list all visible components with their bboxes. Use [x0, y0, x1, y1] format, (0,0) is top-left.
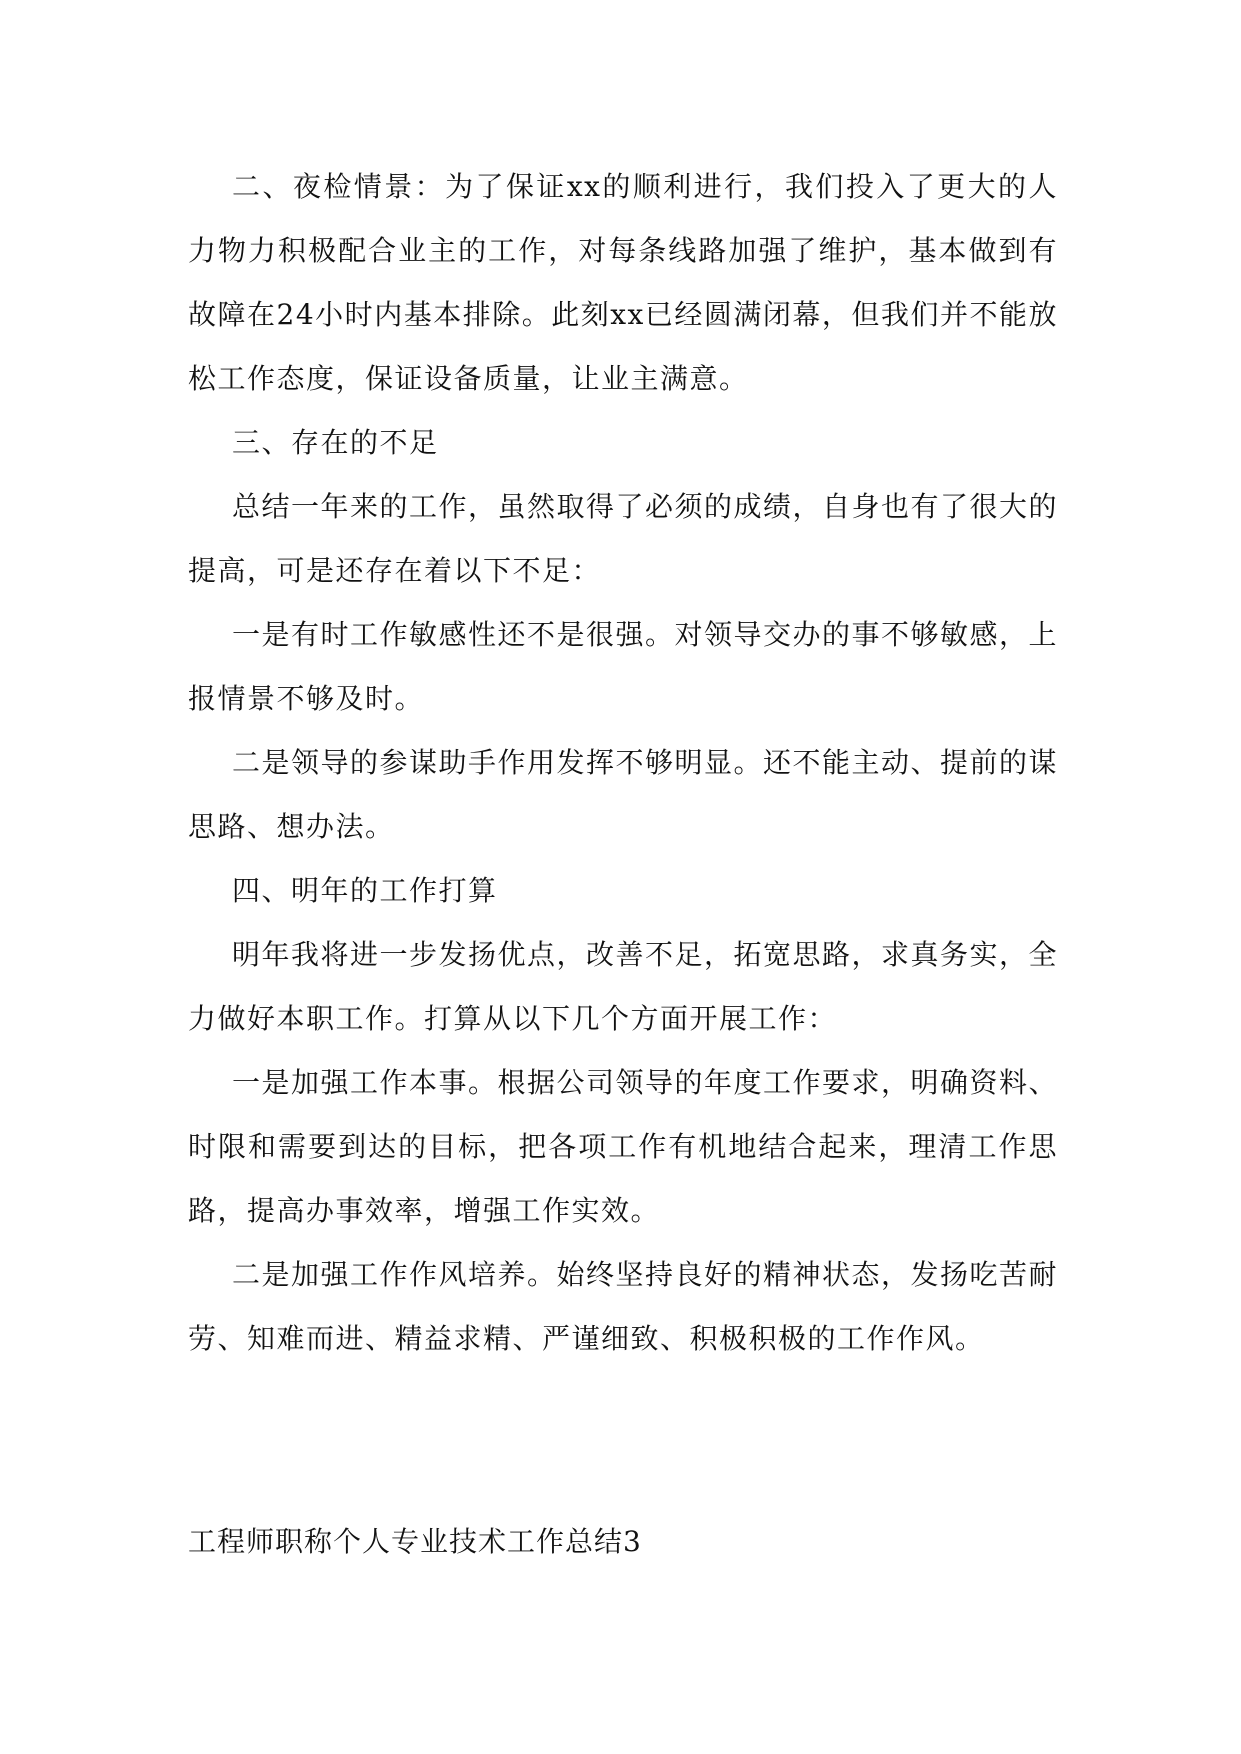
section-title: 工程师职称个人专业技术工作总结3 — [188, 1525, 642, 1558]
body-text — [188, 155, 1058, 1371]
paragraph-plan-1: 一是加强工作本事。根据公司领导的年度工作要求，明确资料、时限和需要到达的目标，把各项工作有机地结合起来，理清工作思路，提高办事效率，增强工作实效。 — [188, 1066, 1059, 1227]
heading-next-year-plan: 四、明年的工作打算 — [232, 874, 498, 907]
paragraph-shortcoming-2: 二是领导的参谋助手作用发挥不够明显。还不能主动、提前的谋思路、想办法。 — [188, 746, 1059, 843]
paragraph-shortcoming-1: 一是有时工作敏感性还不是很强。对领导交办的事不够敏感，上报情景不够及时。 — [188, 618, 1059, 715]
paragraph-night-inspection: 二、夜检情景：为了保证xx的顺利进行，我们投入了更大的人力物力积极配合业主的工作，对每条线路加强了维护，基本做到有故障在24小时内基本排除。此刻xx已经圆满闭幕，但我们并不能放松工作态度，保证设备质量，让业主满意。 — [188, 170, 1058, 395]
paragraph-summary: 总结一年来的工作，虽然取得了必须的成绩，自身也有了很大的提高，可是还存在着以下不足： — [188, 490, 1059, 587]
paragraph-plan-intro: 明年我将进一步发扬优点，改善不足，拓宽思路，求真务实，全力做好本职工作。打算从以下几个方面开展工作： — [188, 938, 1059, 1035]
heading-shortcomings: 三、存在的不足 — [232, 426, 439, 459]
paragraph-plan-2: 二是加强工作作风培养。始终坚持良好的精神状态，发扬吃苦耐劳、知难而进、精益求精、严谨细致、积极积极的工作作风。 — [188, 1258, 1059, 1355]
